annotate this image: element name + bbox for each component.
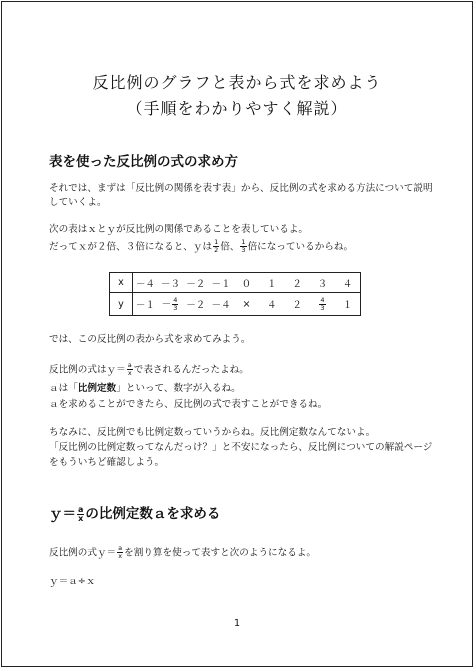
table-cell-x-label: x <box>110 273 133 293</box>
term-proportional-constant: 比例定数 <box>77 383 117 394</box>
text-segment: で表されるんだったよね。 <box>133 364 249 376</box>
table-row-x <box>110 273 361 293</box>
section-heading-table-method: 表を使った反比例の式の求め方 <box>49 154 238 170</box>
table-cell: １ <box>335 293 360 316</box>
table-cell: －１ <box>133 293 158 316</box>
paragraph-table-desc-line-2 <box>49 239 353 255</box>
table-cell: －２ <box>183 273 208 293</box>
text-segment: を割り算を使って表すと次のようになるよ。 <box>124 547 317 559</box>
fraction-one-half <box>213 239 219 254</box>
table-row-y <box>110 293 361 316</box>
table-cell: ４ <box>335 273 360 293</box>
paragraph-intro-line-1: それでは、まずは「反比例の関係を表す表」から、反比例の式を求める方法について説明 <box>49 183 433 194</box>
table-cell: １ <box>259 273 284 293</box>
paragraph-note-line-2: 「反比例の比例定数ってなんだっけ？」と不安になったら、反比例についての解説ページ <box>49 442 433 453</box>
fraction-numerator: 1 <box>241 238 246 246</box>
paragraph-note-line-3: をもういちど確認しよう。 <box>49 457 165 468</box>
fraction-a-over-x <box>127 362 133 377</box>
text-segment: ｙ＝ <box>49 506 76 522</box>
fraction-numerator: 4 <box>173 295 178 304</box>
title-line-1: 反比例のグラフと表から式を求めよう <box>92 73 382 92</box>
fraction-a-over-x <box>77 506 84 523</box>
text-segment: だってｘが２倍、３倍になると、ｙは <box>49 241 213 253</box>
fraction-four-thirds <box>319 297 325 312</box>
document-page <box>1 1 473 667</box>
table-cell: －４ <box>133 273 158 293</box>
paragraph-division-form <box>49 545 316 561</box>
paragraph-table-desc-line-1: 次の表はｘとｙが反比例の関係であることを表しているよ。 <box>49 224 309 235</box>
table-cell-y-label: y <box>110 293 133 316</box>
fraction-denominator: 2 <box>214 246 219 254</box>
paragraph-note-line-1: ちなみに、反比例でも比例定数っていうからね。反比例定数なんてないよ。 <box>49 427 376 438</box>
fraction-a-over-x <box>117 545 123 560</box>
fraction-numerator: a <box>118 544 123 552</box>
fraction-denominator: x <box>78 513 84 523</box>
text-segment: の比例定数ａを求める <box>85 506 221 522</box>
table-cell: ４ <box>259 293 284 316</box>
paragraph-formula-line-3: ａを求めることができたら、反比例の式で表すことができるね。 <box>49 399 328 410</box>
fraction-denominator: x <box>127 369 132 377</box>
fraction-one-third <box>240 239 246 254</box>
table-cell-fraction <box>158 293 183 316</box>
text-segment: 」といって、数字が入るね。 <box>116 383 241 394</box>
text-segment: ａは「 <box>49 383 78 394</box>
paragraph-intro-line-2: していくよ。 <box>49 197 107 208</box>
table-cell: －４ <box>208 293 233 316</box>
fraction-four-thirds <box>172 297 178 312</box>
table-cell: ３ <box>310 273 335 293</box>
paragraph-find-formula: では、この反比例の表から式を求めてみよう。 <box>49 334 251 345</box>
table-cell: ２ <box>284 273 309 293</box>
fraction-numerator: 1 <box>214 238 219 246</box>
minus-sign: － <box>161 299 172 311</box>
paragraph-formula-line-2 <box>49 382 241 396</box>
fraction-numerator: a <box>127 361 132 369</box>
xy-value-table <box>109 272 361 316</box>
equation-y-equals-a-div-x: ｙ＝ａ÷ｘ <box>49 576 96 587</box>
fraction-denominator: x <box>118 552 123 560</box>
table-cell: －２ <box>183 293 208 316</box>
text-segment: 反比例の式はｙ＝ <box>49 364 126 376</box>
table-cell: －１ <box>208 273 233 293</box>
paragraph-formula-line-1 <box>49 362 249 378</box>
fraction-denominator: 3 <box>241 246 246 254</box>
fraction-denominator: 3 <box>173 303 178 312</box>
table-cell: ２ <box>284 293 309 316</box>
page-number: 1 <box>233 618 241 629</box>
fraction-numerator: 4 <box>320 295 325 304</box>
title-line-2: （手順をわかりやすく解説） <box>126 99 348 118</box>
fraction-numerator: a <box>78 504 84 514</box>
text-segment: 反比例の式ｙ＝ <box>49 547 117 559</box>
text-segment: 倍、 <box>220 241 240 253</box>
section-heading-find-constant <box>49 502 220 523</box>
table-cell: ０ <box>234 273 259 293</box>
fraction-denominator: 3 <box>320 303 325 312</box>
table-cell-fraction <box>310 293 335 316</box>
table-cell: × <box>234 293 259 316</box>
table-cell: －３ <box>158 273 183 293</box>
text-segment: 倍になっているからね。 <box>247 241 354 253</box>
